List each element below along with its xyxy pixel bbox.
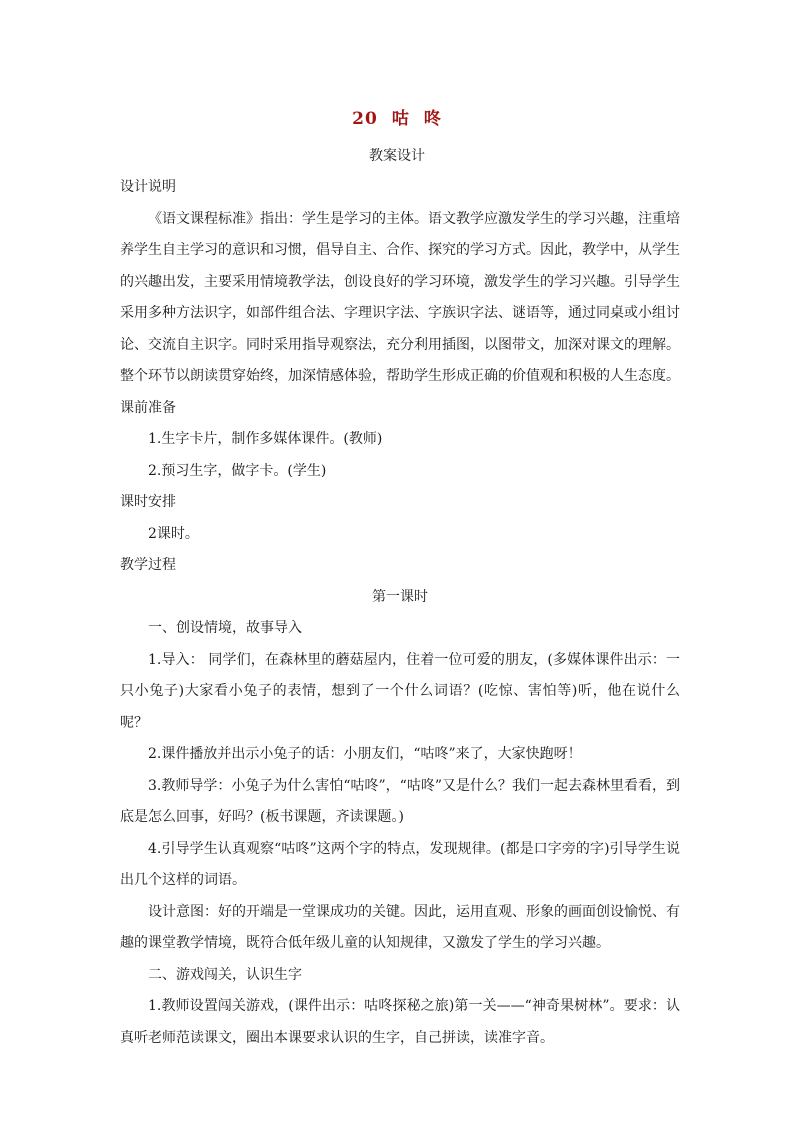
part2-heading: 二、游戏闯关，认识生字 [148,966,302,983]
prep-item: 1.生字卡片，制作多媒体课件。(教师) [148,431,383,447]
part1-heading: 一、创设情境，故事导入 [148,620,302,636]
schedule-text: 2课时。 [148,525,199,542]
design-note-heading: 设计说明 [120,179,176,195]
prep-item: 2.预习生字，做字卡。(学生) [148,462,327,479]
process-heading: 教学过程 [120,557,176,573]
lesson1-heading: 第一课时 [372,588,428,605]
part1-item: 3.教师导学：小兔子为什么害怕“咕咚”，“咕咚”又是什么？我们一起去森林里看看，到底是怎么回事，好吗？(板书课题，齐读课题。) [120,777,680,825]
lesson-title [0,104,794,129]
design-note-paragraph: 《语文课程标准》指出：学生是学习的主体。语文教学应激发学生的学习兴趣，注重培养学生自主学习的意识和习惯，倡导自主、合作、探究的学习方式。因此，教学中，从学生的兴趣出发，主要采用情境教学法，创设良好的学习环境，激发学生的学习兴趣。引导学生采用多种方法识字，如部件组合法、字理识字法、字族识字法、谜语等，通过同桌或小组讨论、交流自主识字。同时采用指导观察法，充分利用插图，以图带文，加深对课文的理解。整个环节以朗读贯穿始终，加深情感体验，帮助学生形成正确的价值观和积极的人生态度。 [120,210,680,384]
document-body [120,172,680,1054]
title-char-1: 咕 [391,109,410,129]
title-char-2: 咚 [423,109,442,129]
part2-item: 1.教师设置闯关游戏，(课件出示：咕咚探秘之旅)第一关——“神奇果树林”。要求：认真听老师范读课文，圈出本课要求认识的生字，自己拼读，读准字音。 [120,998,680,1046]
design-intent-paragraph: 设计意图：好的开端是一堂课成功的关键。因此，运用直观、形象的画面创设愉悦、有趣的课堂教学情境，既符合低年级儿童的认知规律，又激发了学生的学习兴趣。 [120,903,680,951]
part1-item: 4.引导学生认真观察“咕咚”这两个字的特点，发现规律。(都是口字旁的字)引导学生说出几个这样的词语。 [120,840,680,888]
lesson-subtitle: 教案设计 [369,148,425,164]
lesson-number: 20 [352,109,378,129]
schedule-heading: 课时安排 [120,494,176,510]
prep-heading: 课前准备 [120,399,176,416]
part1-item: 1.导入： 同学们，在森林里的蘑菇屋内，住着一位可爱的朋友，(多媒体课件出示：一只小兔子)大家看小兔子的表情，想到了一个什么词语？(吃惊、害怕等)听，他在说什么呢？ [120,651,680,731]
part1-item: 2.课件播放并出示小兔子的话：小朋友们，“咕咚”来了，大家快跑呀！ [148,746,582,762]
